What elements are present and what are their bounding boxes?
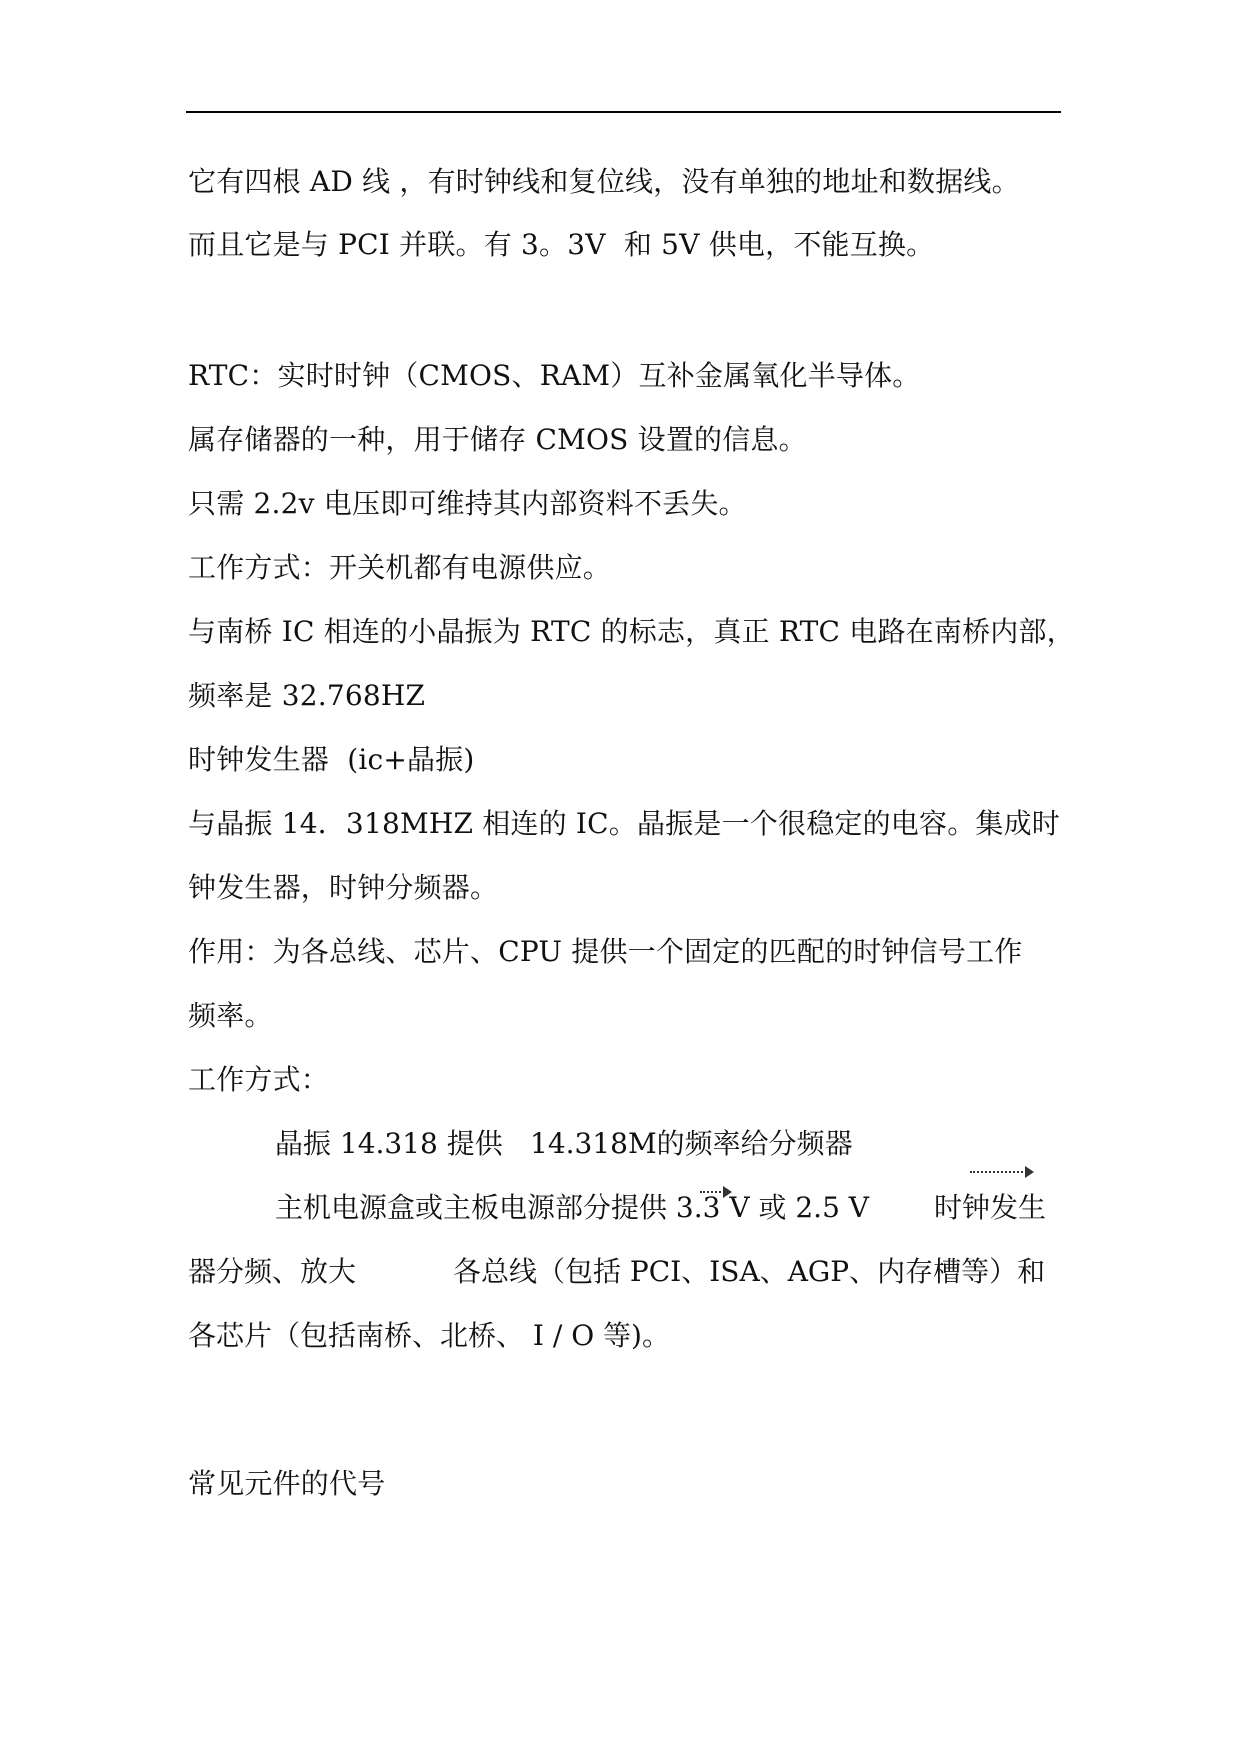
- text-line-13: 频率。: [188, 999, 273, 1032]
- text-line-3: RTC：实时时钟（CMOS、RAM）互补金属氧化半导体。: [188, 359, 921, 392]
- flow-line-3b: 各总线（包括 PCI、ISA、AGP、内存槽等）和: [453, 1255, 1046, 1288]
- flow-line-1a: 晶振 14.318 提供: [275, 1127, 503, 1160]
- text-line-7: 与南桥 IC 相连的小晶振为 RTC 的标志，真正 RTC 电路在南桥内部，: [188, 615, 1075, 648]
- header-rule: [186, 111, 1061, 113]
- text-line-12: 作用：为各总线、芯片、CPU 提供一个固定的匹配的时钟信号工作: [188, 935, 1023, 968]
- flow-line-2a: 主机电源盒或主板电源部分提供 3.3 V 或 2.5 V: [275, 1191, 870, 1224]
- section-heading: 常见元件的代号: [188, 1467, 386, 1500]
- text-line-11: 钟发生器，时钟分频器。: [188, 871, 499, 904]
- text-line-1: 它有四根 AD 线 ，有时钟线和复位线，没有单独的地址和数据线。: [188, 165, 1020, 198]
- flow-arrow-2: [970, 1171, 1030, 1173]
- flow-line-2b: 时钟发生: [934, 1191, 1047, 1224]
- text-line-10: 与晶振 14．318MHZ 相连的 IC。晶振是一个很稳定的电容。集成时: [188, 807, 1061, 840]
- flow-line-1b: 14.318M的频率给分频器: [530, 1127, 853, 1160]
- text-line-2: 而且它是与 PCI 并联。有 3。3V 和 5V 供电，不能互换。: [188, 228, 935, 261]
- text-line-6: 工作方式：开关机都有电源供应。: [188, 551, 612, 584]
- text-line-9: 时钟发生器 (ic+晶振): [188, 743, 475, 776]
- flow-line-4: 各芯片（包括南桥、北桥、 I / O 等)。: [188, 1319, 670, 1352]
- text-line-8: 频率是 32.768HZ: [188, 679, 426, 712]
- text-line-4: 属存储器的一种，用于储存 CMOS 设置的信息。: [188, 423, 807, 456]
- flow-arrow-1: [700, 1191, 728, 1193]
- flow-line-3a: 器分频、放大: [188, 1255, 357, 1288]
- text-line-5: 只需 2.2v 电压即可维持其内部资料不丢失。: [188, 487, 747, 520]
- text-line-14: 工作方式：: [188, 1063, 330, 1096]
